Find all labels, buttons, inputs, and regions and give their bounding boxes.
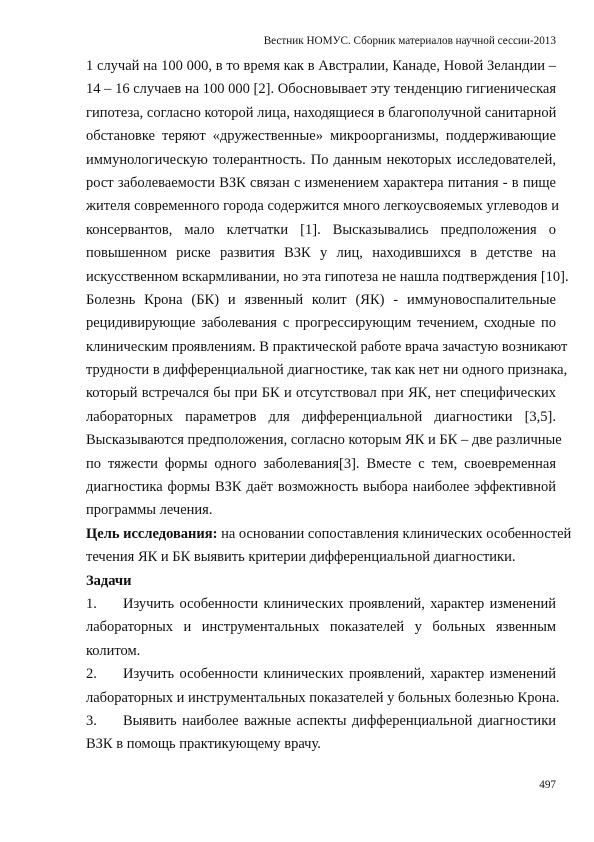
text-line: рецидивирующие заболевания с прогрессирующим течением, сходные по: [86, 315, 556, 332]
text-line: который встречался бы при БК и отсутствовал при ЯК, нет специфических: [86, 385, 556, 402]
list-item-first-line: [86, 663, 556, 686]
text-line: рост заболеваемости ВЗК связан с изменением характера питания - в пище: [86, 174, 556, 191]
text-line: лабораторных и инструментальных показателей у больных болезнью Крона.: [86, 689, 560, 706]
paragraph-2: [86, 289, 568, 523]
text-line: консервантов, мало клетчатки [1]. Высказывались предположения о: [86, 221, 556, 238]
text-line: 14 – 16 случаев на 100 000 [2]. Обосновывает эту тенденцию гигиеническая: [86, 81, 556, 98]
list-item-number: 1.: [86, 595, 97, 612]
text-line: ВЗК в помощь практикующему врачу.: [86, 736, 321, 753]
body-text: [86, 55, 572, 757]
text-line: жителя современного города содержится много легкоусвояемых углеводов и: [86, 198, 559, 215]
text-line: искусственном вскармливании, но эта гипотеза не нашла подтверждения [10].: [86, 268, 569, 285]
text-line: гипотеза, согласно которой лица, находящиеся в благополучной санитарной: [86, 104, 557, 121]
text-line: Высказываются предположения, согласно которым ЯК и БК – две различные: [86, 432, 562, 449]
list-item-text: Изучить особенности клинических проявлений, характер изменений: [123, 595, 556, 612]
text-line: программы лечения.: [86, 502, 213, 519]
list-item: [86, 663, 560, 710]
page-number: 497: [539, 779, 556, 791]
text-line: лабораторных параметров для дифференциальной диагностики [3,5].: [86, 408, 556, 425]
text-line: [86, 523, 572, 546]
goal-paragraph: [86, 523, 572, 570]
list-item-text: Изучить особенности клинических проявлений, характер изменений: [123, 666, 556, 683]
running-header: Вестник НОМУС. Сборник материалов научной сессии-2013: [263, 35, 556, 47]
tasks-heading: Задачи: [86, 572, 132, 589]
text-line: Болезнь Крона (БК) и язвенный колит (ЯК) - иммуновоспалительные: [86, 291, 556, 308]
text-line: иммунологическую толерантность. По данным некоторых исследователей,: [86, 151, 556, 168]
text-line: 1 случай на 100 000, в то время как в Австралии, Канаде, Новой Зеландии –: [86, 58, 556, 74]
text-line: трудности в дифференциальной диагностике, так как нет ни одного признака,: [86, 362, 568, 379]
text-line: повышенном риске развития ВЗК у лиц, находившихся в детстве на: [86, 245, 556, 262]
text-line: обстановке теряют «дружественные» микроорганизмы, поддерживающие: [86, 128, 556, 145]
list-item-number: 3.: [86, 712, 97, 729]
list-item-number: 2.: [86, 666, 97, 683]
list-item-first-line: [86, 593, 556, 616]
paragraph-1: [86, 55, 569, 289]
list-item-text: Выявить наиболее важные аспекты дифференциальной диагностики: [123, 712, 556, 729]
tasks-list: [86, 593, 560, 757]
text-line: по тяжести формы одного заболевания[3]. Вместе с тем, своевременная: [86, 455, 556, 472]
goal-text: на основании сопоставления клинических особенностей: [217, 525, 572, 542]
list-item: [86, 710, 556, 757]
goal-label: Цель исследования:: [86, 525, 218, 542]
text-line: диагностика формы ВЗК даёт возможность выбора наиболее эффективной: [86, 479, 556, 496]
text-line: клиническим проявлениям. В практической работе врача зачастую возникают: [86, 338, 568, 355]
text-line: лабораторных и инструментальных показателей у больных язвенным: [86, 619, 556, 636]
list-item: [86, 593, 556, 663]
list-item-first-line: [86, 710, 556, 733]
text-line: колитом.: [86, 642, 141, 659]
text-line: течения ЯК и БК выявить критерии дифференциальной диагностики.: [86, 549, 516, 566]
